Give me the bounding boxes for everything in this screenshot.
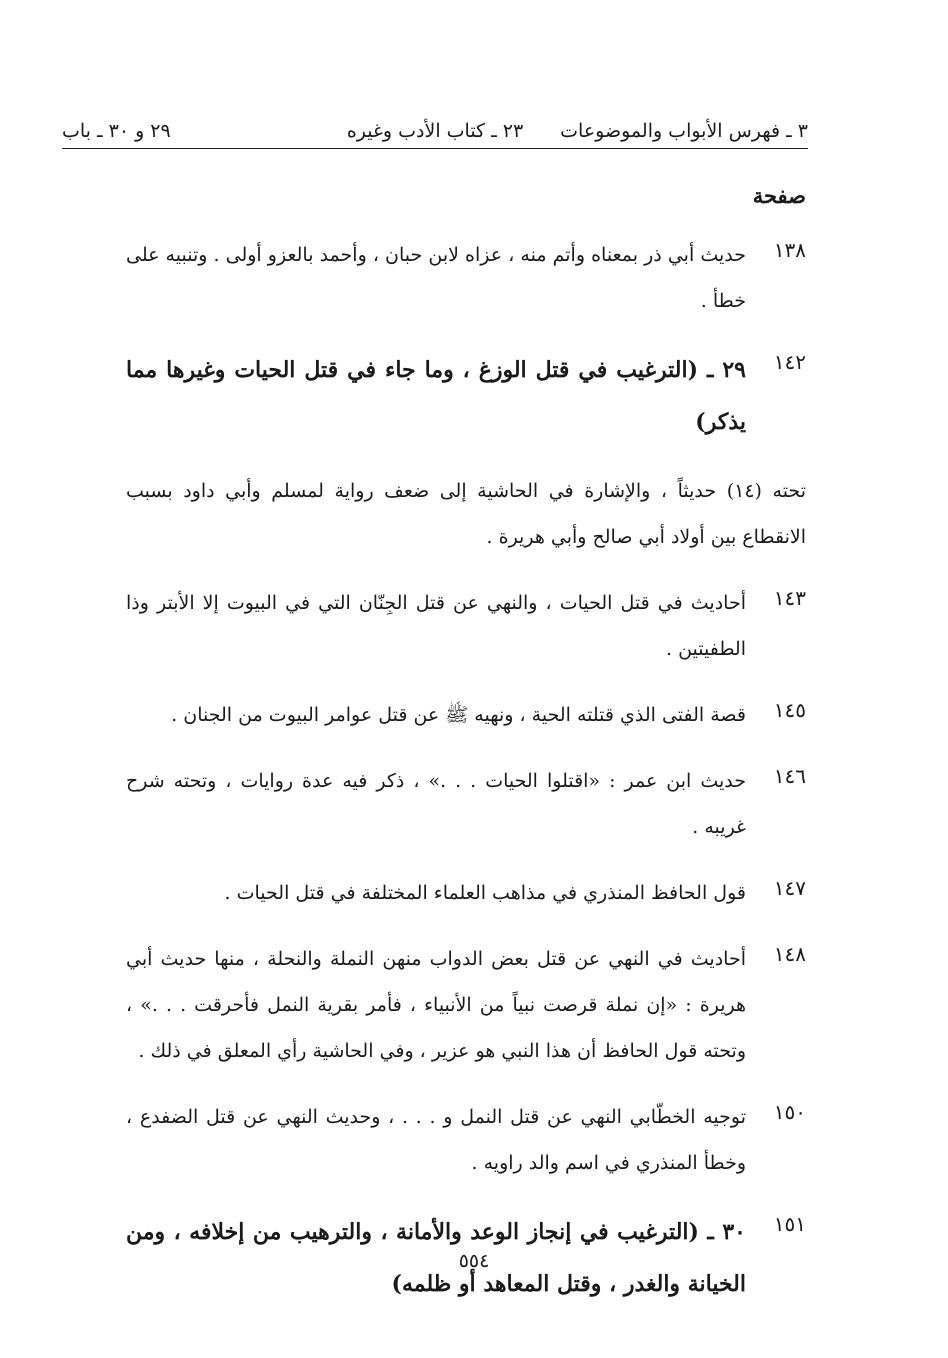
- index-entry: [126, 580, 806, 672]
- header-chapter-range: ٢٩ و ٣٠ ـ باب: [62, 120, 171, 142]
- chapter-note: تحته (١٤) حديثاً ، والإشارة في الحاشية إلى ضعف رواية لمسلم وأبي داود بسبب الانقطاع بين أولاد أبي صالح وأبي هريرة .: [126, 480, 806, 548]
- index-entries: [126, 232, 806, 1330]
- index-entry: [126, 232, 806, 324]
- header-book-title: ٢٣ ـ كتاب الأدب وغيره: [346, 120, 524, 142]
- entry-page: ١٤٣: [773, 586, 806, 610]
- entry-page: ١٣٨: [773, 238, 806, 262]
- entry-text: توجيه الخطّابي النهي عن قتل النمل و . . . ، وحديث النهي عن قتل الضفدع ، وخطأ المنذري في اسم والد راويه .: [126, 1106, 746, 1174]
- entry-page: ١٤٢: [773, 350, 806, 374]
- entry-page: ١٤٧: [773, 876, 806, 900]
- chapter-heading: [126, 344, 806, 448]
- index-entry: [126, 936, 806, 1074]
- index-entry: [126, 870, 806, 916]
- running-header: [62, 112, 808, 149]
- entry-text: أحاديث في قتل الحيات ، والنهي عن قتل الجِنّان التي في البيوت إلا الأبتر وذا الطفيتين .: [126, 592, 746, 660]
- entry-page: ١٤٦: [773, 764, 806, 788]
- entry-page: ١٤٨: [773, 942, 806, 966]
- entry-page: ١٤٥: [773, 698, 806, 722]
- chapter-title: ٣٠ ـ (الترغيب في إنجاز الوعد والأمانة ، والترهيب من إخلافه ، ومن الخيانة والغدر ، وقتل المعاهد أو ظلمه): [126, 1219, 746, 1297]
- entry-text: قول الحافظ المنذري في مذاهب العلماء المختلفة في قتل الحيات .: [224, 882, 746, 904]
- page-number: ٥٥٤: [458, 1250, 490, 1272]
- page-column-label: صفحة: [752, 183, 806, 208]
- entry-text: قصة الفتى الذي قتلته الحية ، ونهيه ﷺ عن قتل عوامر البيوت من الجنان .: [171, 704, 746, 726]
- chapter-title: ٢٩ ـ (الترغيب في قتل الوزغ ، وما جاء في قتل الحيات وغيرها مما يذكر): [126, 357, 746, 435]
- entry-text: أحاديث في النهي عن قتل بعض الدواب منهن النملة والنحلة ، منها حديث أبي هريرة : «إن نملة قرصت نبياً من الأنبياء ، فأمر بقرية النمل فأحرقت . . .» ، وتحته قول الحافظ أن هذا النبي هو عزير ، وفي الحاشية رأي المعلق في ذلك .: [126, 948, 746, 1062]
- index-entry: [126, 1094, 806, 1186]
- index-entry: [126, 692, 806, 738]
- header-section-title: ٣ ـ فهرس الأبواب والموضوعات: [560, 120, 808, 142]
- entry-page: ١٥٠: [773, 1100, 806, 1124]
- index-entry: [126, 758, 806, 850]
- entry-page: ١٥١: [773, 1212, 806, 1236]
- entry-text: حديث أبي ذر بمعناه وأتم منه ، عزاه لابن حبان ، وأحمد بالعزو أولى . وتنبيه على خطأ .: [126, 244, 746, 312]
- entry-text: حديث ابن عمر : «اقتلوا الحيات . . .» ، ذكر فيه عدة روايات ، وتحته شرح غريبه .: [126, 770, 746, 838]
